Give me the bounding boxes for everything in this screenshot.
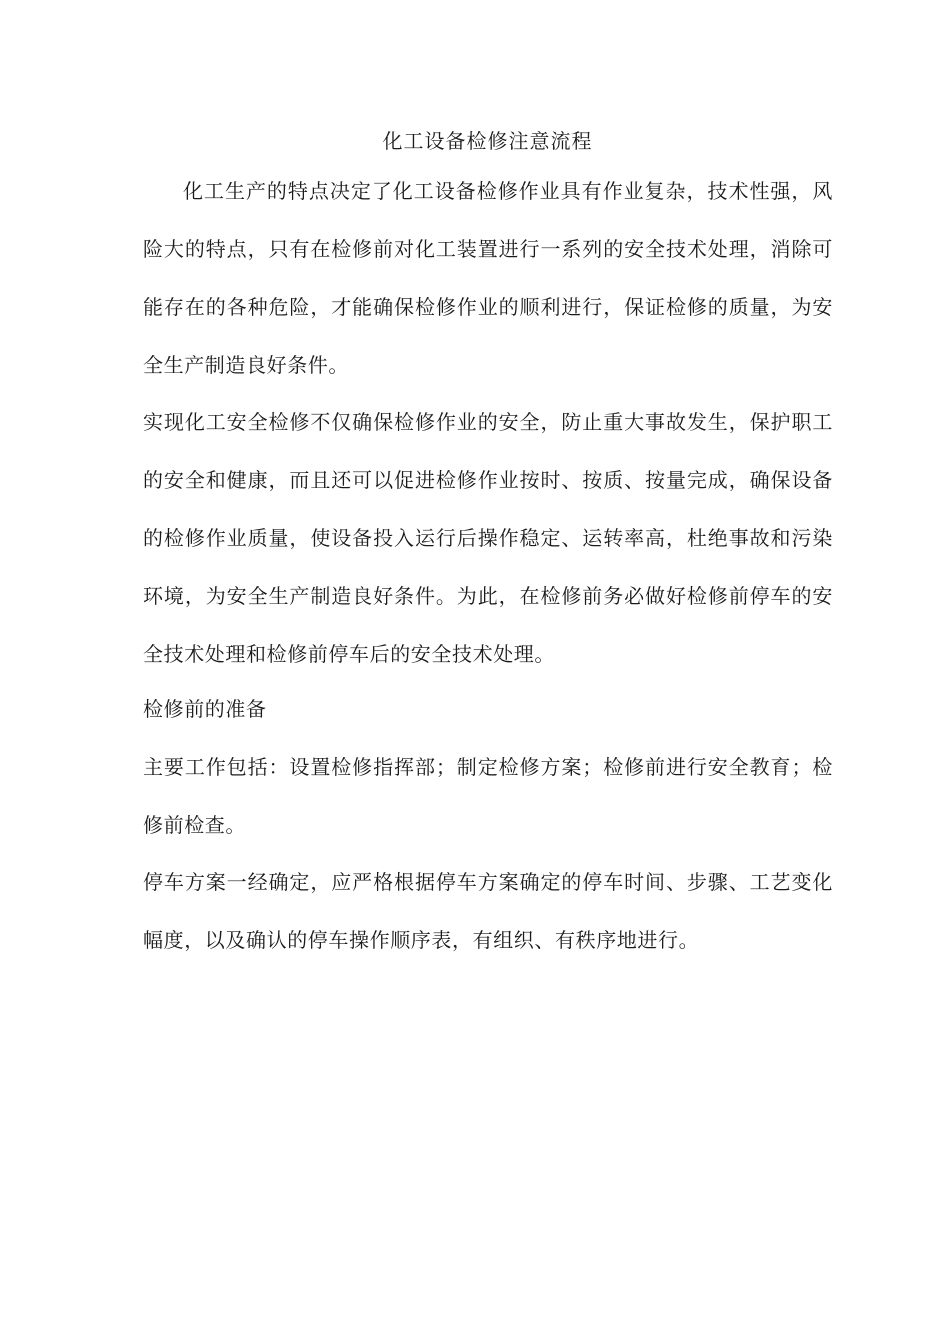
paragraph-main-work: 主要工作包括：设置检修指挥部；制定检修方案；检修前进行安全教育；检修前检查。 (143, 755, 833, 837)
paragraph-safety: 实现化工安全检修不仅确保检修作业的安全，防止重大事故发生，保护职工的安全和健康，而且还可以促进检修作业按时、按质、按量完成，确保设备的检修作业质量，使设备投入运行后操作稳定、运转率高，杜绝事故和污染环境，为安全生产制造良好条件。为此，在检修前务必做好检修前停车的安全技术处理和检修前停车后的安全技术处理。 (143, 410, 833, 666)
paragraph-shutdown-plan: 停车方案一经确定，应严格根据停车方案确定的停车时间、步骤、工艺变化幅度，以及确认的停车操作顺序表，有组织、有秩序地进行。 (143, 870, 833, 952)
document-title: 化工设备检修注意流程 (382, 129, 593, 153)
section-heading-preparation: 检修前的准备 (143, 697, 267, 721)
paragraph-intro: 化工生产的特点决定了化工设备检修作业具有作业复杂，技术性强，风险大的特点，只有在检修前对化工装置进行一系列的安全技术处理，消除可能存在的各种危险，才能确保检修作业的顺利进行，保证检修的质量，为安全生产制造良好条件。 (143, 179, 833, 377)
